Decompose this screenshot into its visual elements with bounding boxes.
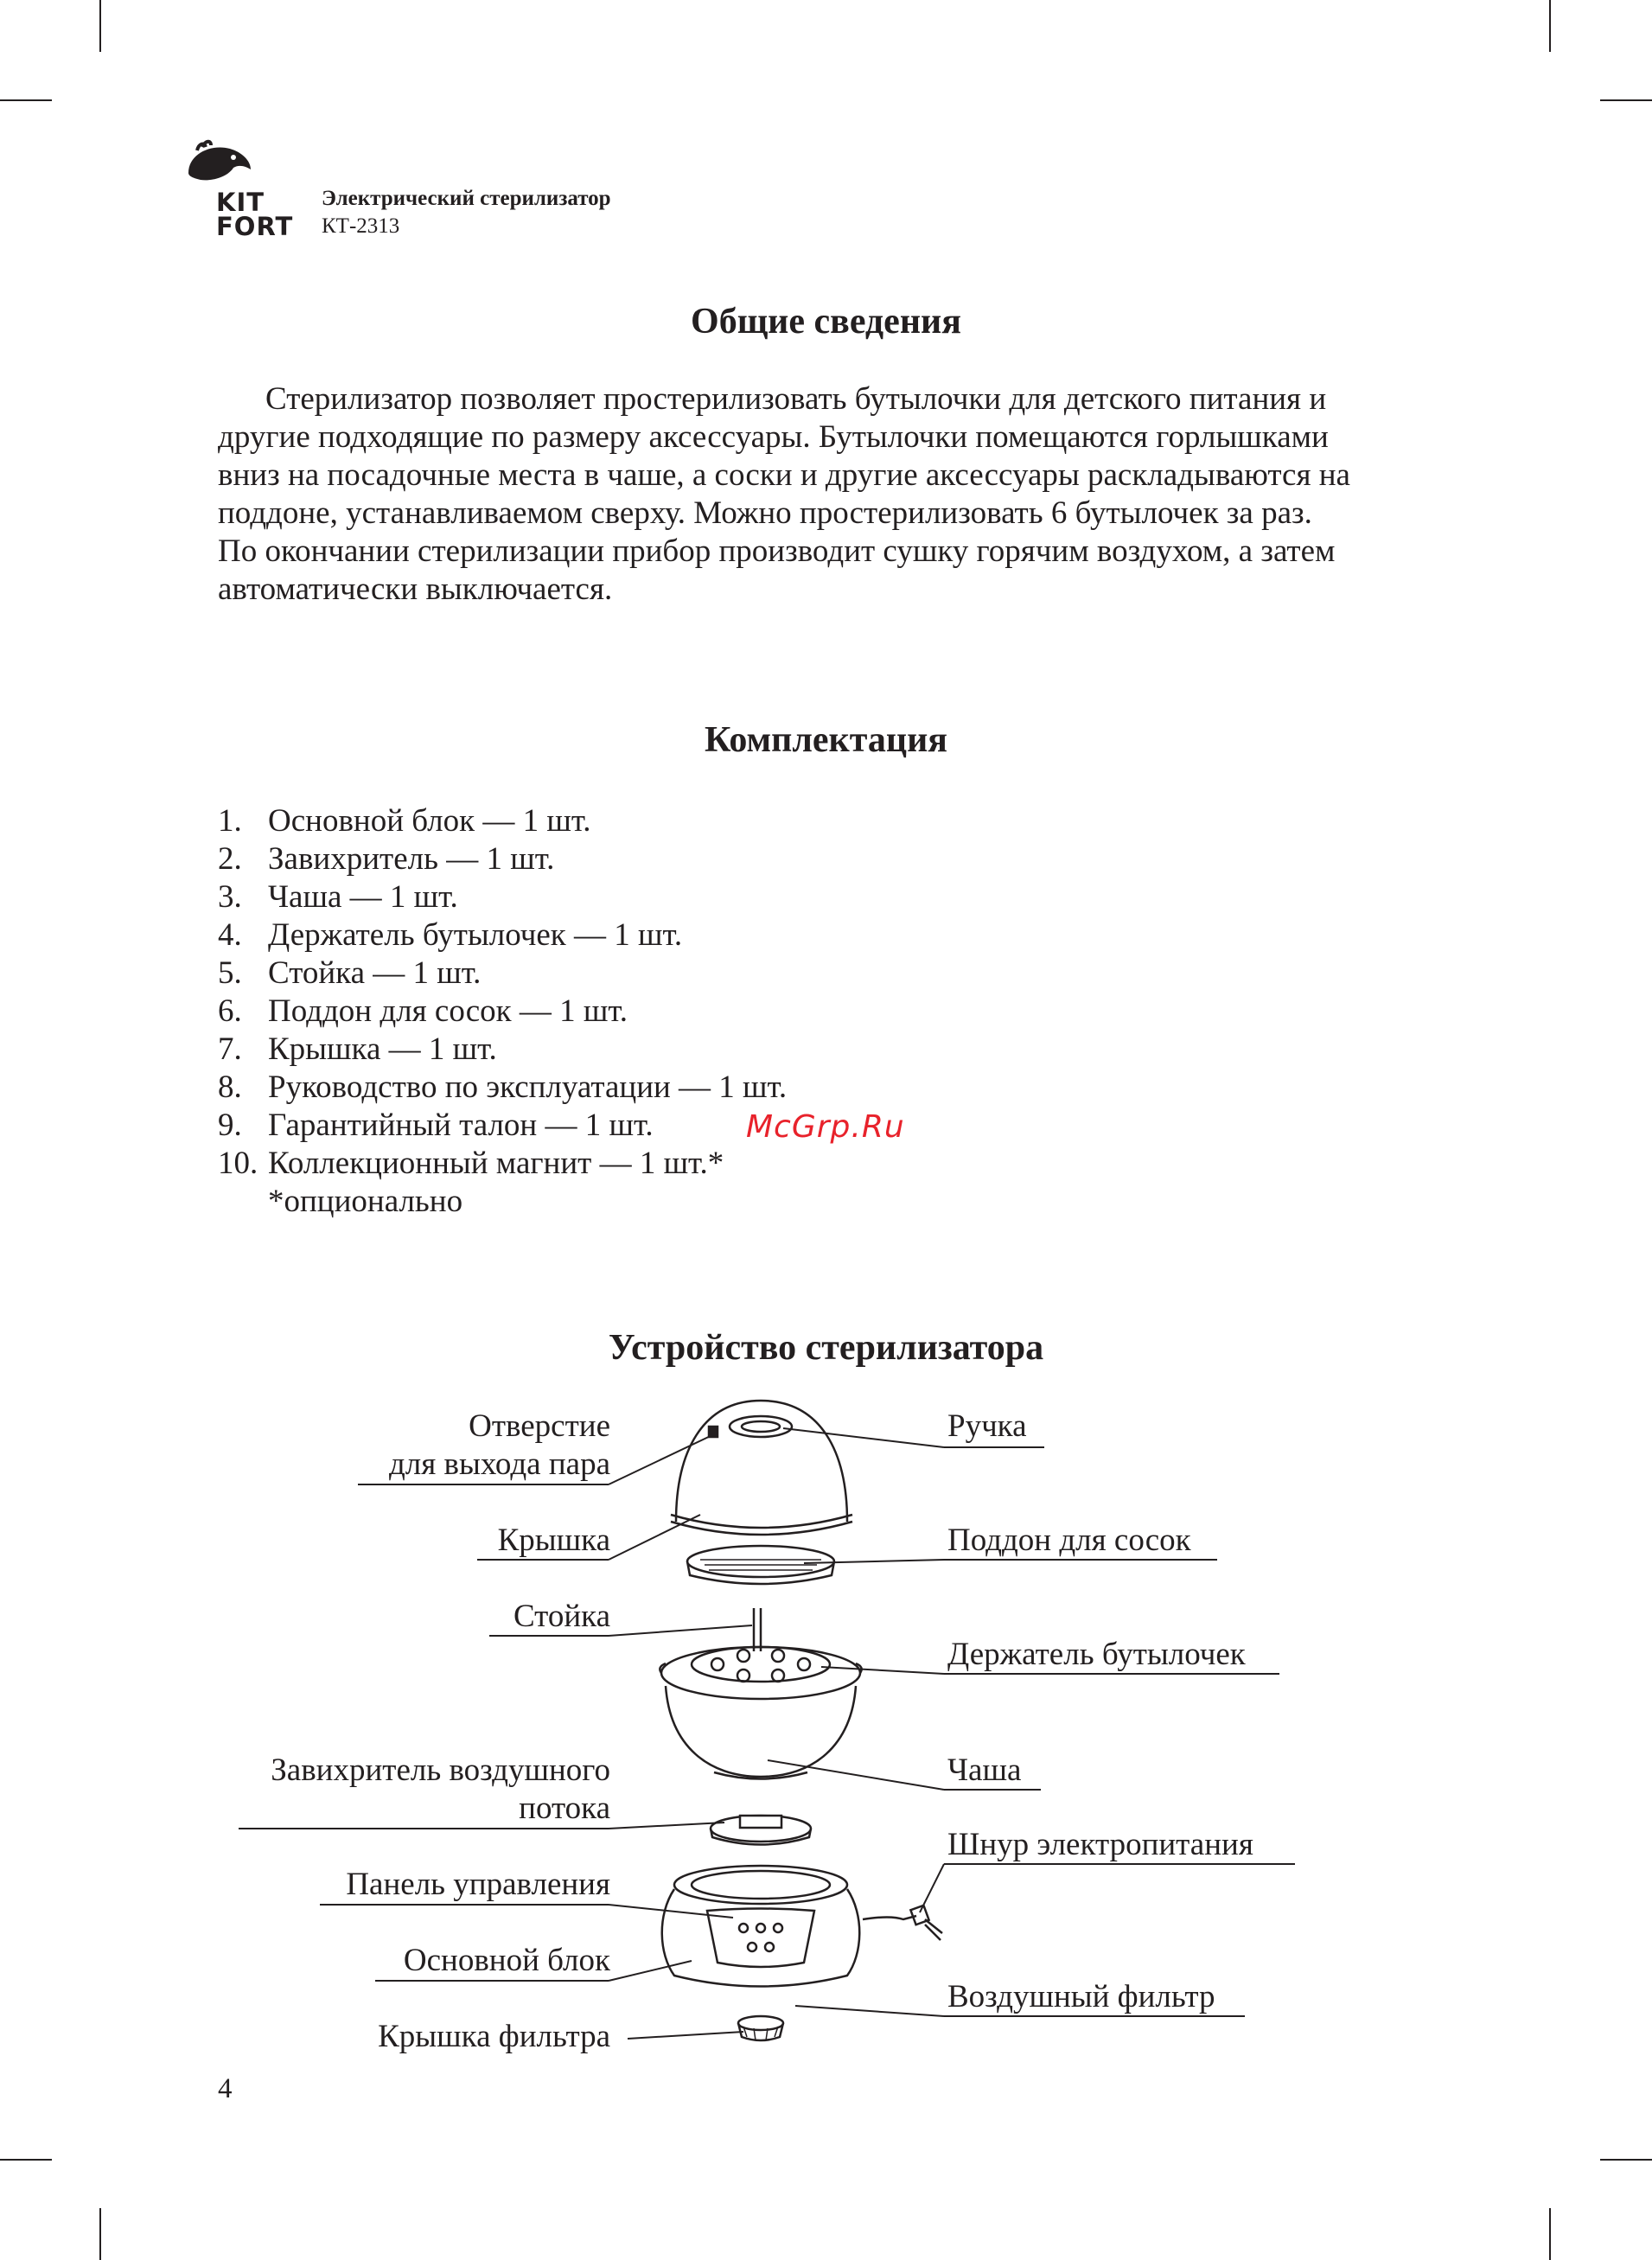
nipple-tray-drawing <box>687 1546 834 1584</box>
label-bottle-holder: Держатель бутылочек <box>947 1637 1246 1672</box>
paragraph-line: поддоне, устанавливаемом сверху. Можно простерилизовать 6 бутылочек за раз. <box>218 495 1312 531</box>
list-text: Крышка — 1 шт. <box>268 1031 497 1067</box>
label-lid: Крышка <box>497 1523 610 1558</box>
label-control-panel: Панель управления <box>346 1867 610 1902</box>
list-number: 5. <box>218 955 242 991</box>
list-text: Руководство по эксплуатации — 1 шт. <box>268 1069 788 1105</box>
list-text: Коллекционный магнит — 1 шт.* <box>268 1146 724 1181</box>
brand-line-2: FORT <box>216 212 294 241</box>
leader-line <box>609 1625 752 1636</box>
leader-line <box>609 1433 716 1484</box>
list-text: Держатель бутылочек — 1 шт. <box>268 917 683 953</box>
list-number: 10. <box>218 1146 258 1181</box>
leader-line <box>628 2032 743 2039</box>
leader-line <box>920 1864 944 1912</box>
section-title-device: Устройство стерилизатора <box>608 1328 1044 1368</box>
list-number: 2. <box>218 841 242 877</box>
label-bowl: Чаша <box>947 1752 1022 1788</box>
list-number: 1. <box>218 803 242 839</box>
leader-line <box>609 1823 724 1829</box>
paragraph-line: другие подходящие по размеру аксессуары. Бутылочки помещаются горлышками <box>218 419 1329 455</box>
stand-drawing <box>754 1608 761 1651</box>
list-text: Завихритель — 1 шт. <box>268 841 555 877</box>
list-text: Основной блок — 1 шт. <box>268 803 591 839</box>
list-number: 8. <box>218 1069 242 1105</box>
leader-line <box>783 1428 944 1447</box>
list-number: 6. <box>218 993 242 1029</box>
watermark-link[interactable]: McGrp.Ru <box>746 1109 905 1145</box>
label-power-cord: Шнур электропитания <box>947 1827 1253 1862</box>
paragraph-line: автоматически выключается. <box>218 571 613 607</box>
product-title: Электрический стерилизатор <box>322 187 611 210</box>
paragraph-line: вниз на посадочные места в чаше, а соски и другие аксессуары раскладываются на <box>218 457 1350 493</box>
lid-drawing <box>671 1401 852 1535</box>
list-text: Поддон для сосок — 1 шт. <box>268 993 628 1029</box>
filter-cover-drawing <box>738 2016 783 2040</box>
paragraph-line: По окончании стерилизации прибор производит сушку горячим воздухом, а затем <box>218 533 1336 569</box>
paragraph-line: Стерилизатор позволяет простерилизовать бутылочки для детского питания и <box>265 381 1327 417</box>
page-number: 4 <box>218 2073 233 2104</box>
list-number: 7. <box>218 1031 242 1067</box>
label-swirler-1: Завихритель воздушного <box>271 1752 610 1788</box>
list-number: 3. <box>218 879 242 915</box>
brand-line-1: KIT <box>216 188 265 217</box>
swirler-drawing <box>711 1816 811 1845</box>
list-number: 4. <box>218 917 242 953</box>
label-steam-hole-1: Отверстие <box>469 1408 610 1444</box>
leader-line <box>821 1667 944 1674</box>
optional-note: *опционально <box>268 1184 463 1219</box>
section-title-kit: Комплектация <box>704 720 948 760</box>
list-text: Стойка — 1 шт. <box>268 955 482 991</box>
label-air-filter: Воздушный фильтр <box>947 1979 1215 2014</box>
label-steam-hole-2: для выхода пара <box>388 1446 610 1482</box>
label-stand: Стойка <box>513 1599 610 1634</box>
label-main-unit: Основной блок <box>403 1943 610 1978</box>
leader-line <box>609 1515 700 1560</box>
section-title-general: Общие сведения <box>691 302 961 342</box>
leader-line <box>795 2006 944 2016</box>
label-nipple-tray: Поддон для сосок <box>947 1523 1191 1558</box>
list-text: Чаша — 1 шт. <box>268 879 458 915</box>
leader-line <box>804 1560 944 1563</box>
label-filter-cover: Крышка фильтра <box>378 2019 610 2054</box>
main-unit-drawing <box>662 1866 942 1987</box>
list-number: 9. <box>218 1108 242 1143</box>
label-swirler-2: потока <box>519 1791 610 1826</box>
product-model: КТ-2313 <box>322 214 400 238</box>
list-text: Гарантийный талон — 1 шт. <box>268 1108 654 1143</box>
label-handle: Ручка <box>947 1408 1027 1444</box>
